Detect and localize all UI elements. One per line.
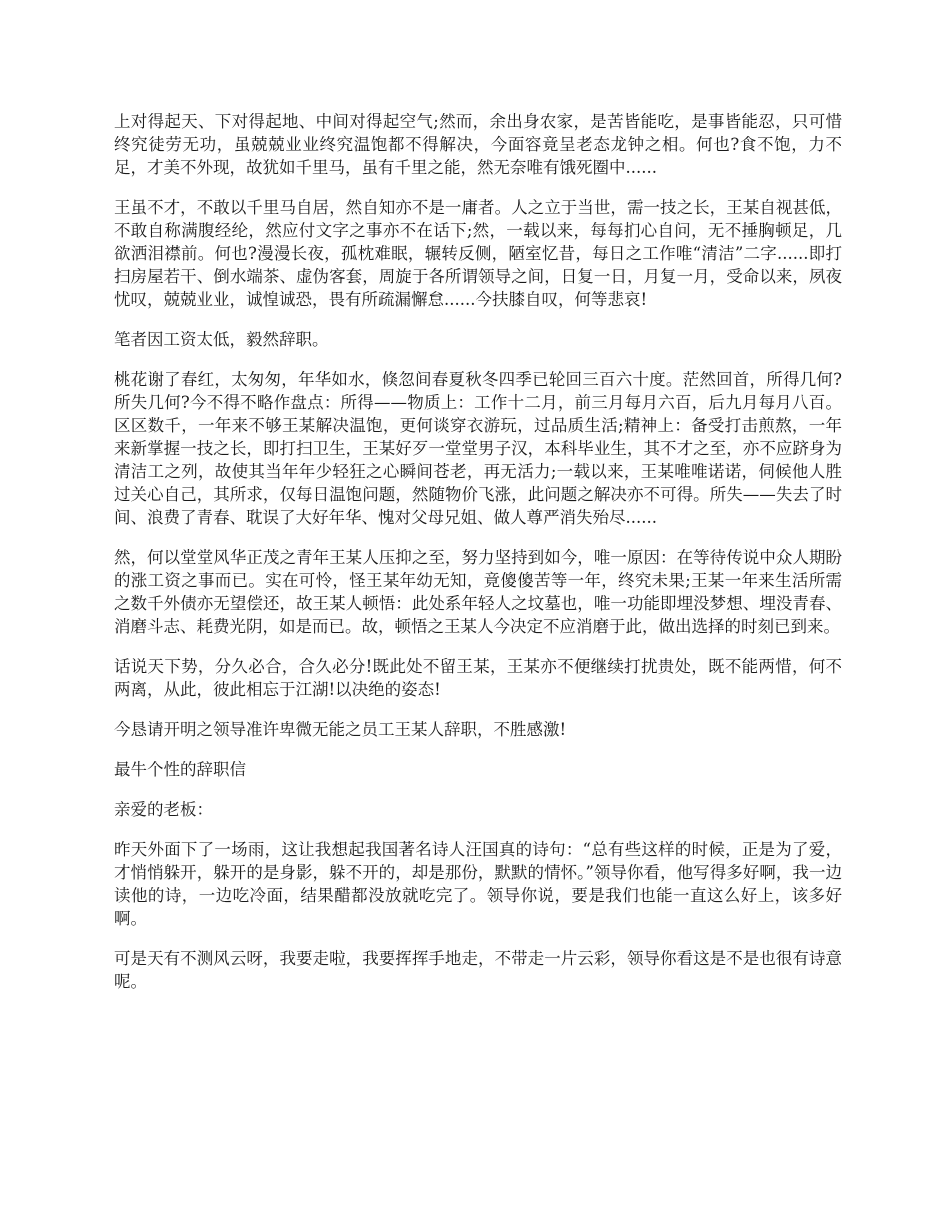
- section-heading: 最牛个性的辞职信: [114, 760, 246, 779]
- paragraph-4: 桃花谢了春红，太匆匆，年华如水，倏忽间春夏秋冬四季已轮回三百六十度。茫然回首，所得几何?所失几何?今不得不略作盘点：所得——物质上：工作十二月，前三月每月六百，后九月每月八百。区区数千，一年来不够王某解决温饱，更何谈穿衣游玩，过品质生活;精神上：备受打击煎熬，一年来新掌握一技之长，即打扫卫生，王某好歹一堂堂男子汉，本科毕业生，其不才之至，亦不应跻身为清洁工之列，故使其当年年少轻狂之心瞬间苍老，再无活力;一载以来，王某唯唯诺诺，伺候他人胜过关心自己，其所求，仅每日温饱问题，然随物价飞涨，此问题之解决亦不可得。所失——失去了时间、浪费了青春、耽误了大好年华、愧对父母兄姐、做人尊严消失殆尽......: [114, 370, 842, 527]
- paragraph-6: 话说天下势，分久必合，合久必分!既此处不留王某，王某亦不便继续打扰贵处，既不能两惜，何不两离，从此，彼此相忘于江湖!以决绝的姿态!: [114, 657, 842, 699]
- paragraph-7: 今恳请开明之领导准许卑微无能之员工王某人辞职，不胜感激!: [114, 720, 567, 739]
- paragraph-1: 上对得起天、下对得起地、中间对得起空气;然而，余出身农家，是苦皆能吃，是事皆能忍，只可惜终究徒劳无功，虽兢兢业业终究温饱都不得解决，今面容竟呈老态龙钟之相。何也?食不饱，力不足，才美不外现，故犹如千里马，虽有千里之能，然无奈唯有饿死圈中......: [114, 112, 842, 177]
- paragraph-11: 可是天有不测风云呀，我要走啦，我要挥挥手地走，不带走一片云彩，领导你看这是不是也很有诗意呢。: [114, 949, 842, 991]
- document-body: [114, 110, 842, 1010]
- paragraph-10: 昨天外面下了一场雨，这让我想起我国著名诗人汪国真的诗句：“总有些这样的时候，正是为了爱，才悄悄躲开，躲开的是身影，躲不开的，却是那份，默默的情怀。”领导你看，他写得多好啊，我一边读他的诗，一边吃冷面，结果醋都没放就吃完了。领导你说，要是我们也能一直这么好上，该多好啊。: [114, 840, 842, 928]
- salutation: 亲爱的老板：: [114, 800, 213, 819]
- paragraph-5: 然，何以堂堂风华正茂之青年王某人压抑之至，努力坚持到如今，唯一原因：在等待传说中众人期盼的涨工资之事而已。实在可怜，怪王某年幼无知，竟傻傻苦等一年，终究未果;王某一年来生活所需之数千外债亦无望偿还，故王某人顿悟：此处系年轻人之坟墓也，唯一功能即埋没梦想、埋没青春、消磨斗志、耗费光阴，如是而已。故，顿悟之王某人今决定不应消磨于此，做出选择的时刻已到来。: [114, 548, 842, 636]
- paragraph-3: 笔者因工资太低，毅然辞职。: [114, 330, 329, 349]
- paragraph-2: 王虽不才，不敢以千里马自居，然自知亦不是一庸者。人之立于当世，需一技之长，王某自视甚低，不敢自称满腹经纶，然应付文字之事亦不在话下;然，一载以来，每每扪心自问，无不捶胸顿足，几欲洒泪襟前。何也?漫漫长夜，孤枕难眠，辗转反侧，陋室忆昔，每日之工作唯“清洁”二字......即打扫房屋若干、倒水端茶、虚伪客套，周旋于各所谓领导之间，日复一日，月复一月，受命以来，夙夜忧叹，兢兢业业，诚惶诚恐，畏有所疏漏懈怠......今扶膝自叹，何等悲哀!: [114, 198, 842, 309]
